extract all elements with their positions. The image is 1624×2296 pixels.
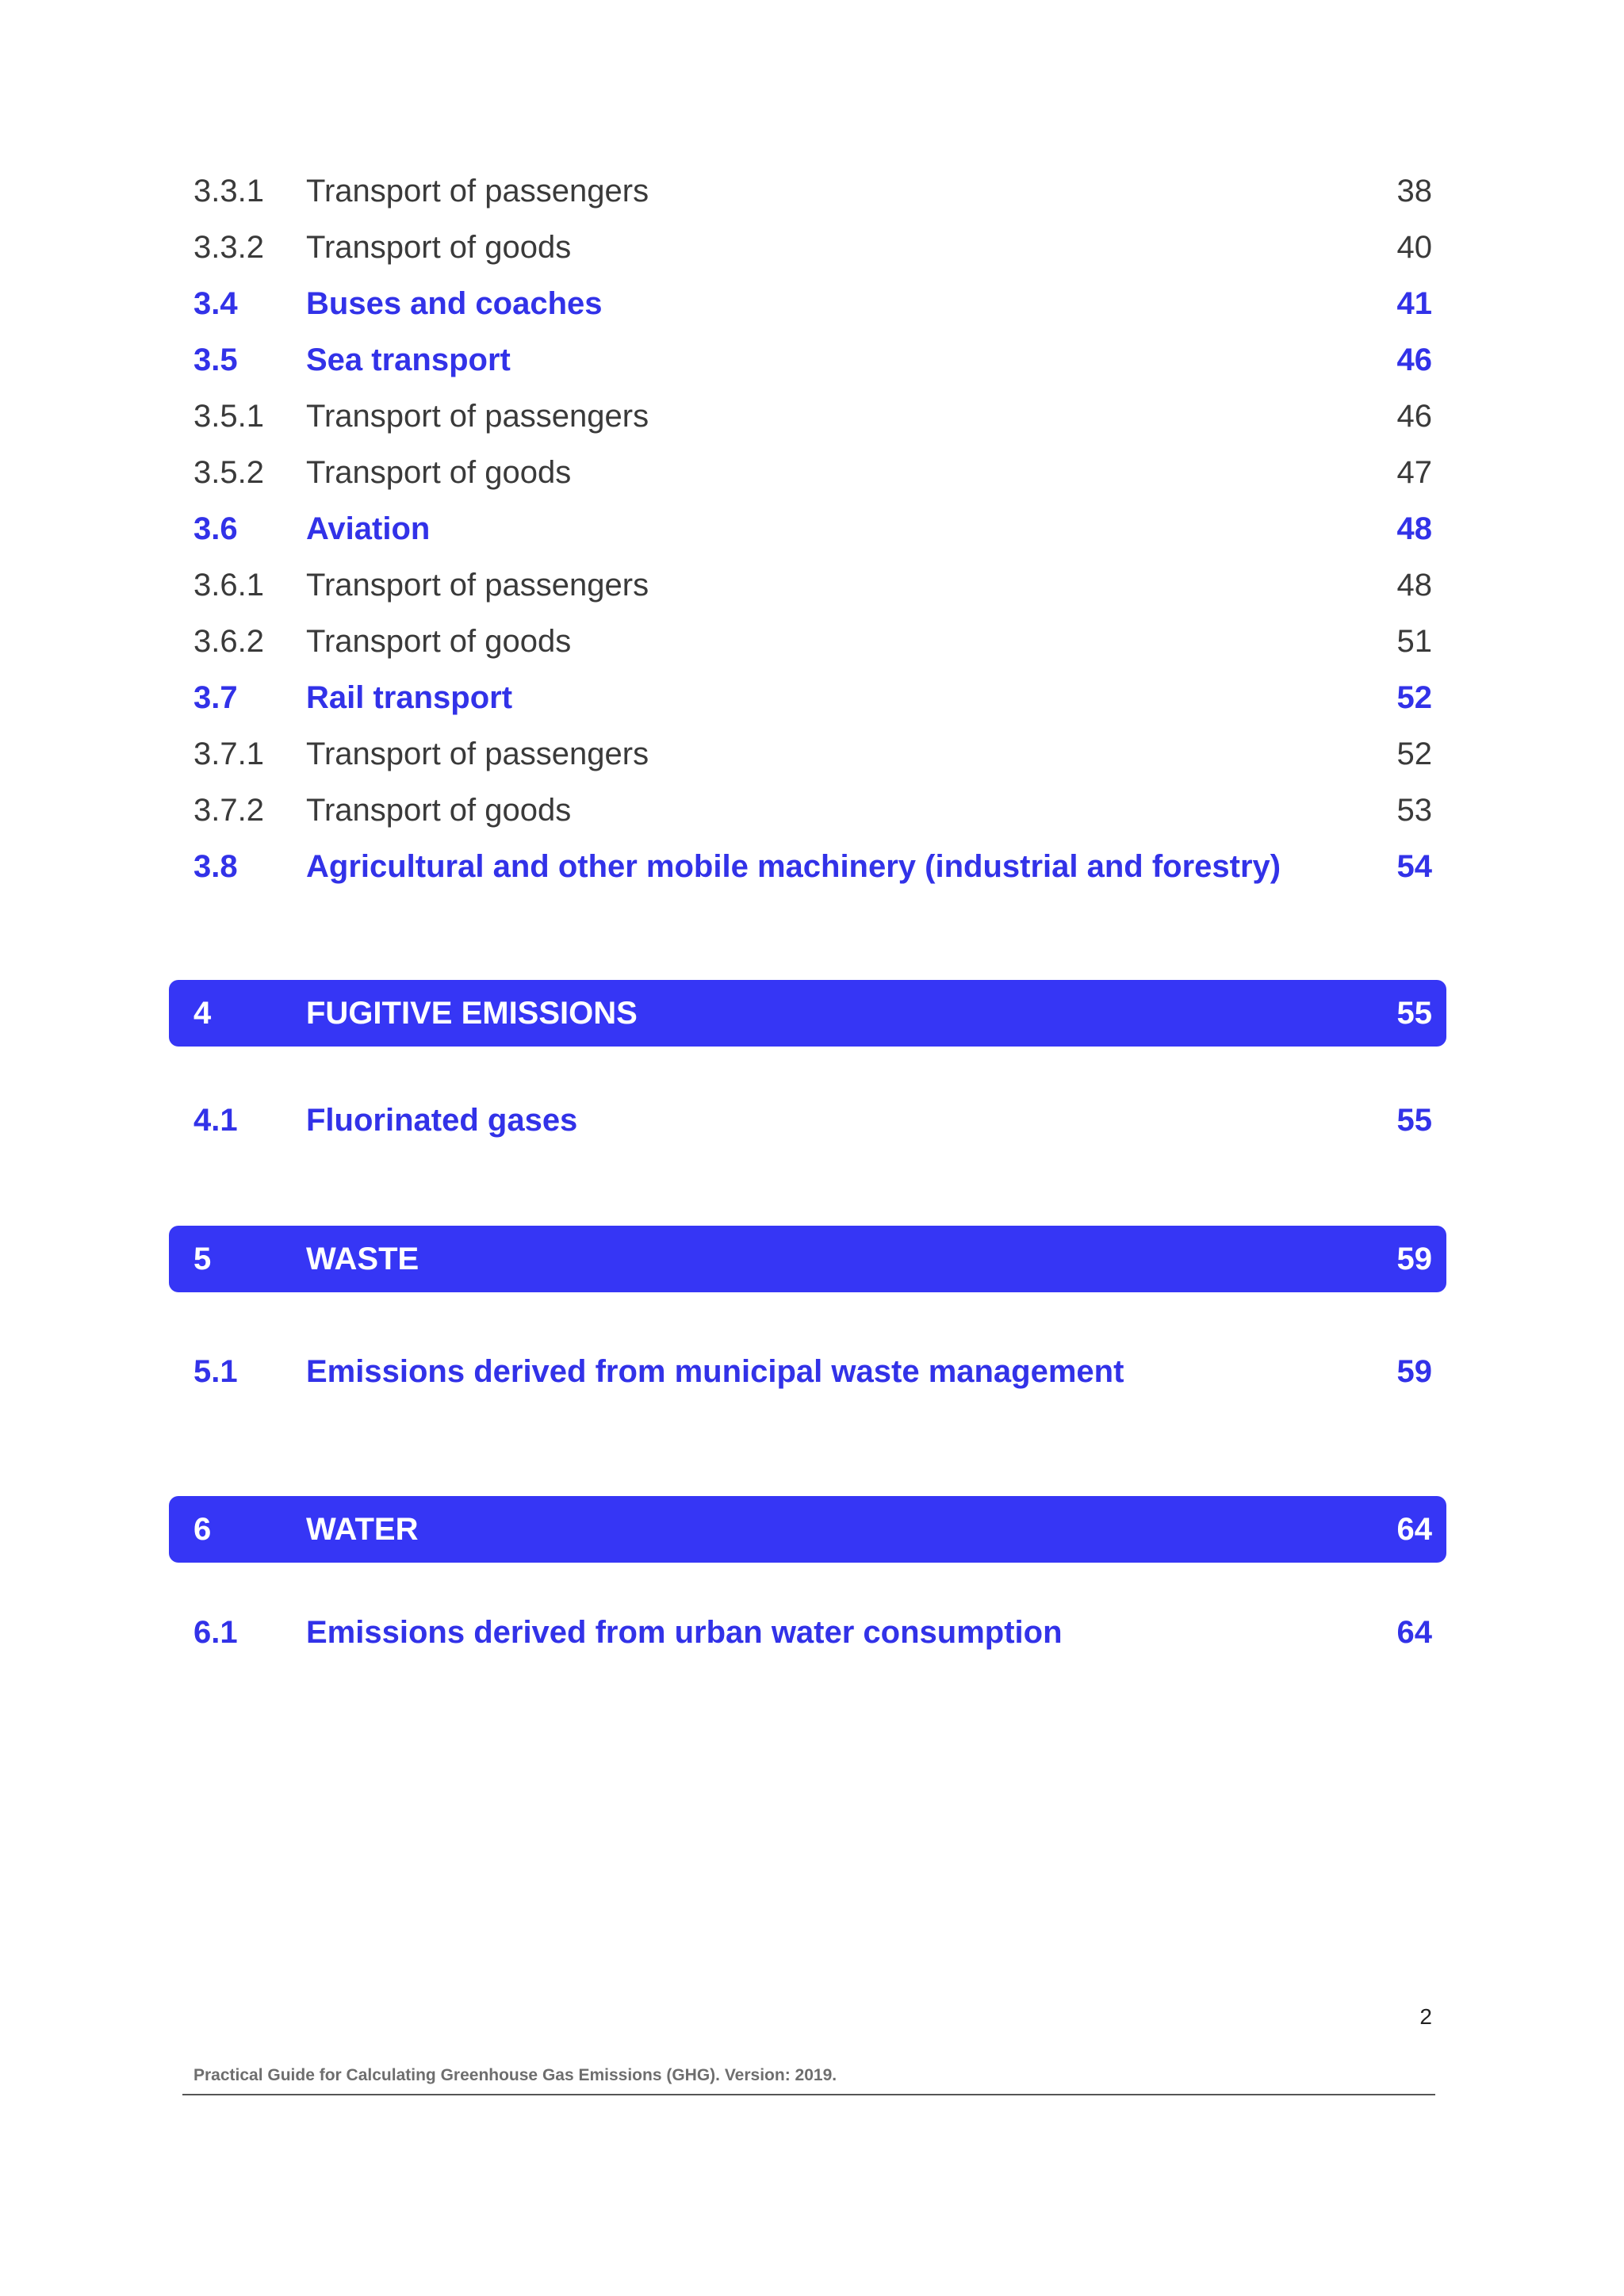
toc-entry-3-3-2[interactable] <box>193 224 1432 271</box>
toc-entry-number: 3.5.2 <box>193 454 264 490</box>
toc-section-page: 59 <box>1396 1353 1432 1389</box>
toc-section-title: Sea transport <box>306 342 511 377</box>
toc-section-6-1[interactable] <box>193 1609 1432 1656</box>
toc-section-number: 3.7 <box>193 679 238 715</box>
page-number: 2 <box>1419 2004 1432 2029</box>
toc-chapter-number: 6 <box>193 1511 212 1547</box>
toc-section-page: 48 <box>1396 511 1432 546</box>
toc-section-number: 3.6 <box>193 511 238 546</box>
toc-section-5-1[interactable] <box>193 1348 1432 1395</box>
toc-entry-number: 3.3.1 <box>193 173 264 209</box>
toc-section-title: Emissions derived from municipal waste management <box>306 1353 1124 1389</box>
toc-entry-3-3-1[interactable] <box>193 167 1432 215</box>
toc-chapter-title: WASTE <box>306 1241 419 1276</box>
toc-section-page: 46 <box>1396 342 1432 377</box>
toc-entry-title: Transport of goods <box>306 792 572 828</box>
toc-entry-page: 47 <box>1396 454 1432 490</box>
toc-section-page: 52 <box>1396 679 1432 715</box>
toc-entry-title: Transport of passengers <box>306 173 649 209</box>
toc-entry-title: Transport of passengers <box>306 567 649 603</box>
toc-entry-page: 46 <box>1396 398 1432 434</box>
toc-chapter-5[interactable] <box>169 1226 1446 1292</box>
toc-section-title: Rail transport <box>306 679 513 715</box>
toc-entry-number: 3.7.2 <box>193 792 264 828</box>
toc-entry-3-6-2[interactable] <box>193 618 1432 665</box>
toc-section-3-6[interactable] <box>193 505 1432 553</box>
toc-section-page: 55 <box>1396 1102 1432 1138</box>
toc-chapter-page: 55 <box>1396 995 1432 1031</box>
toc-entry-3-7-1[interactable] <box>193 730 1432 778</box>
toc-entry-page: 38 <box>1396 173 1432 209</box>
toc-section-3-8[interactable] <box>193 843 1432 890</box>
toc-entry-number: 3.6.1 <box>193 567 264 603</box>
toc-entry-title: Transport of passengers <box>306 736 649 771</box>
toc-section-page: 54 <box>1396 848 1432 884</box>
toc-entry-number: 3.6.2 <box>193 623 264 659</box>
toc-section-title: Fluorinated gases <box>306 1102 578 1138</box>
toc-chapter-number: 5 <box>193 1241 212 1276</box>
toc-entry-3-5-2[interactable] <box>193 449 1432 496</box>
toc-section-title: Buses and coaches <box>306 285 603 321</box>
toc-section-title: Emissions derived from urban water consumption <box>306 1614 1063 1650</box>
toc-section-page: 64 <box>1396 1614 1432 1650</box>
toc-entry-page: 52 <box>1396 736 1432 771</box>
toc-section-3-5[interactable] <box>193 336 1432 384</box>
toc-section-title: Agricultural and other mobile machinery (industrial and forestry) <box>306 848 1281 884</box>
toc-entry-title: Transport of goods <box>306 623 572 659</box>
toc-chapter-title: FUGITIVE EMISSIONS <box>306 995 638 1031</box>
toc-entry-3-6-1[interactable] <box>193 561 1432 609</box>
toc-entry-title: Transport of goods <box>306 229 572 265</box>
toc-entry-page: 40 <box>1396 229 1432 265</box>
toc-section-title: Aviation <box>306 511 431 546</box>
toc-chapter-4[interactable] <box>169 980 1446 1047</box>
toc-entry-number: 3.3.2 <box>193 229 264 265</box>
toc-entry-3-7-2[interactable] <box>193 786 1432 834</box>
toc-section-number: 3.4 <box>193 285 238 321</box>
toc-entry-number: 3.5.1 <box>193 398 264 434</box>
toc-section-number: 6.1 <box>193 1614 238 1650</box>
toc-entry-3-5-1[interactable] <box>193 392 1432 440</box>
toc-chapter-6[interactable] <box>169 1496 1446 1563</box>
toc-section-page: 41 <box>1396 285 1432 321</box>
toc-entry-title: Transport of goods <box>306 454 572 490</box>
toc-section-4-1[interactable] <box>193 1096 1432 1144</box>
toc-entry-page: 53 <box>1396 792 1432 828</box>
toc-entry-page: 51 <box>1396 623 1432 659</box>
toc-chapter-title: WATER <box>306 1511 419 1547</box>
toc-entry-title: Transport of passengers <box>306 398 649 434</box>
toc-section-number: 3.5 <box>193 342 238 377</box>
toc-section-3-7[interactable] <box>193 674 1432 721</box>
toc-chapter-page: 64 <box>1396 1511 1432 1547</box>
toc-entry-number: 3.7.1 <box>193 736 264 771</box>
toc-section-3-4[interactable] <box>193 280 1432 327</box>
footer-divider <box>182 2094 1435 2095</box>
toc-section-number: 3.8 <box>193 848 238 884</box>
toc-chapter-page: 59 <box>1396 1241 1432 1276</box>
footer-text: Practical Guide for Calculating Greenhouse Gas Emissions (GHG). Version: 2019. <box>193 2066 837 2084</box>
toc-entry-page: 48 <box>1396 567 1432 603</box>
toc-chapter-number: 4 <box>193 995 212 1031</box>
toc-section-number: 4.1 <box>193 1102 238 1138</box>
toc-section-number: 5.1 <box>193 1353 238 1389</box>
